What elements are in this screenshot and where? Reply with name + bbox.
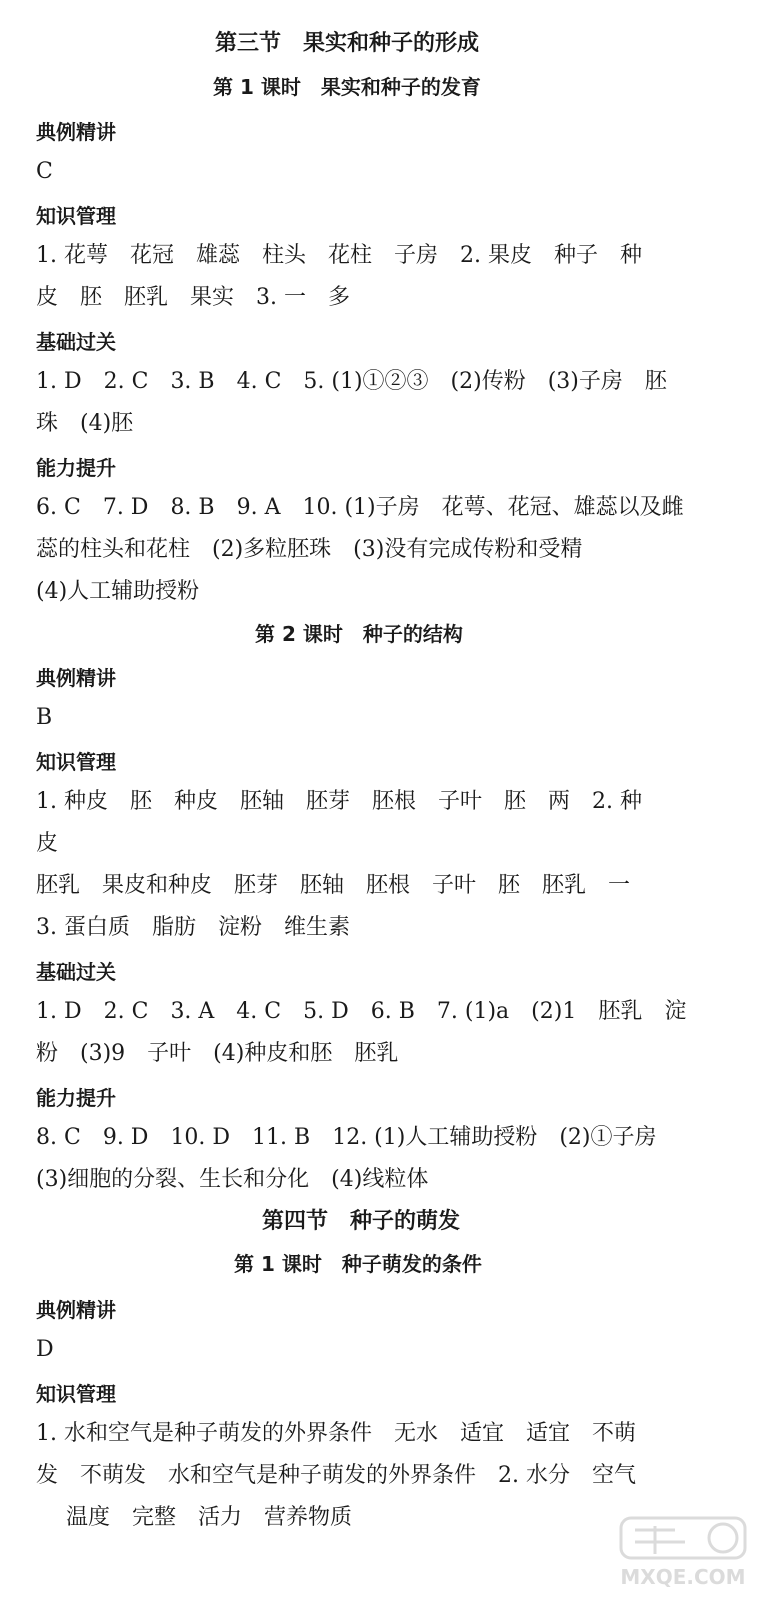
answer-line: (4)人工辅助授粉 — [36, 579, 200, 604]
watermark-text: MXQE.COM — [620, 1565, 746, 1589]
heading-zhishi: 知识管理 — [36, 750, 116, 774]
answer-line: 1. 花萼 花冠 雄蕊 柱头 花柱 子房 2. 果皮 种子 种 — [36, 243, 642, 268]
answer-line: 珠 (4)胚 — [36, 411, 134, 436]
section-title: 第三节 果实和种子的形成 — [215, 31, 480, 56]
answer-text: C — [36, 159, 53, 184]
section-title: 第四节 种子的萌发 — [262, 1209, 461, 1234]
answer-line: 1. 种皮 胚 种皮 胚轴 胚芽 胚根 子叶 胚 两 2. 种 — [36, 789, 642, 814]
heading-jichu: 基础过关 — [36, 960, 116, 984]
answer-line: 温度 完整 活力 营养物质 — [66, 1505, 353, 1530]
watermark-logo — [613, 1512, 753, 1592]
heading-nengli: 能力提升 — [36, 1086, 116, 1110]
answer-text: B — [36, 705, 53, 730]
answer-line: 1. D 2. C 3. B 4. C 5. (1)①②③ (2)传粉 (3)子房 胚 — [36, 369, 667, 394]
heading-dianli: 典例精讲 — [36, 1298, 116, 1322]
lesson-title: 第 2 课时 种子的结构 — [255, 622, 463, 646]
answer-line: (3)细胞的分裂、生长和分化 (4)线粒体 — [36, 1167, 429, 1192]
answer-line: 3. 蛋白质 脂肪 淀粉 维生素 — [36, 915, 350, 940]
heading-nengli: 能力提升 — [36, 456, 116, 480]
heading-jichu: 基础过关 — [36, 330, 116, 354]
answer-line: 皮 — [36, 831, 59, 856]
answer-line: 粉 (3)9 子叶 (4)种皮和胚 胚乳 — [36, 1041, 399, 1066]
lesson-title: 第 1 课时 种子萌发的条件 — [234, 1252, 482, 1276]
answer-line: 1. 水和空气是种子萌发的外界条件 无水 适宜 适宜 不萌 — [36, 1421, 636, 1446]
answer-line: 发 不萌发 水和空气是种子萌发的外界条件 2. 水分 空气 — [36, 1463, 636, 1488]
answer-line: 1. D 2. C 3. A 4. C 5. D 6. B 7. (1)a (2)1 胚乳 淀 — [36, 999, 687, 1024]
answer-text: D — [36, 1337, 54, 1362]
answer-line: 蕊的柱头和花柱 (2)多粒胚珠 (3)没有完成传粉和受精 — [36, 537, 583, 562]
heading-zhishi: 知识管理 — [36, 1382, 116, 1406]
answer-line: 皮 胚 胚乳 果实 3. 一 多 — [36, 285, 350, 310]
lesson-title: 第 1 课时 果实和种子的发育 — [213, 75, 481, 99]
answer-line: 6. C 7. D 8. B 9. A 10. (1)子房 花萼、花冠、雄蕊以及雌 — [36, 495, 684, 520]
answer-line: 8. C 9. D 10. D 11. B 12. (1)人工辅助授粉 (2)①子房 — [36, 1125, 657, 1150]
answer-line: 胚乳 果皮和种皮 胚芽 胚轴 胚根 子叶 胚 胚乳 一 — [36, 873, 631, 898]
heading-dianli: 典例精讲 — [36, 666, 116, 690]
heading-dianli: 典例精讲 — [36, 120, 116, 144]
heading-zhishi: 知识管理 — [36, 204, 116, 228]
